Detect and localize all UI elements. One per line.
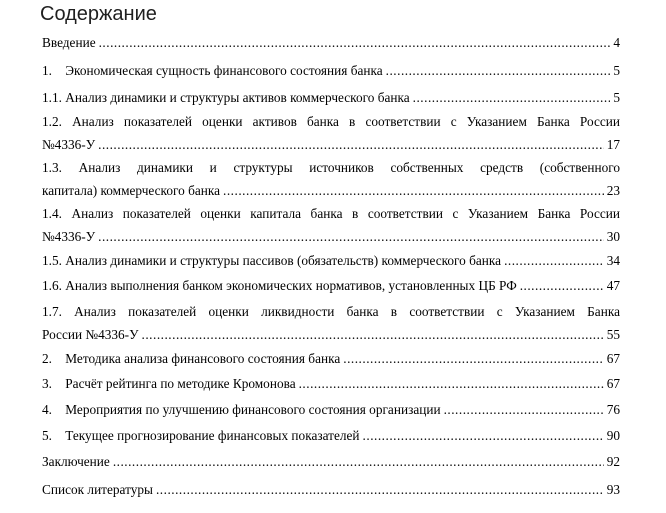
toc-entry-1-7[interactable] <box>42 300 620 346</box>
toc-entry-page: 67 <box>606 376 620 391</box>
toc-entry-page: 90 <box>606 428 620 443</box>
dot-leader <box>299 372 604 395</box>
toc-entry-label: №4336-У <box>42 137 96 152</box>
toc-entry-introduction[interactable] <box>42 31 620 54</box>
toc-entry-1-6[interactable] <box>42 274 620 297</box>
toc-entry-1-1[interactable] <box>42 86 620 109</box>
toc-entry-page: 92 <box>606 454 620 469</box>
dot-leader <box>413 86 611 109</box>
dot-leader <box>520 274 604 297</box>
dot-leader <box>363 424 604 447</box>
toc-entry-conclusion[interactable] <box>42 450 620 473</box>
toc-entry-line1: 1.3. Анализ динамики и структуры источников собственных средств (собственного <box>42 160 620 175</box>
toc-entry-label: капитала) коммерческого банка <box>42 183 221 198</box>
dot-leader <box>113 450 604 473</box>
toc-entry-page: 30 <box>606 229 620 244</box>
toc-entry-references[interactable] <box>42 478 620 501</box>
toc-entry-label: Список литературы <box>42 482 153 497</box>
toc-entry-page: 23 <box>606 183 620 198</box>
toc-title: Содержание <box>40 3 157 25</box>
toc-entry-label: России №4336-У <box>42 327 139 342</box>
toc-entry-page: 17 <box>606 137 620 152</box>
toc-entry-label: 1.5. Анализ динамики и структуры пассивов (обязательств) коммерческого банка <box>42 253 502 268</box>
toc-entry-page: 55 <box>606 327 620 342</box>
dot-leader <box>444 398 604 421</box>
dot-leader <box>98 133 604 156</box>
toc-entry-line1: 1.4. Анализ показателей оценки капитала банка в соответствии с Указанием Банка России <box>42 206 620 221</box>
toc-entry-page: 76 <box>606 402 620 417</box>
toc-entry-chapter-2[interactable] <box>42 347 620 370</box>
toc-entry-chapter-4[interactable] <box>42 398 620 421</box>
toc-entry-1-4[interactable] <box>42 202 620 248</box>
dot-leader <box>156 478 604 501</box>
toc-entry-1-5[interactable] <box>42 249 620 272</box>
toc-entry-page: 93 <box>606 482 620 497</box>
toc-entry-label: Введение <box>42 35 96 50</box>
dot-leader <box>504 249 604 272</box>
toc-entry-page: 47 <box>606 278 620 293</box>
toc-entry-page: 67 <box>606 351 620 366</box>
toc-entry-label: 3. Расчёт рейтинга по методике Кромонова <box>42 376 296 391</box>
toc-entry-line1: 1.7. Анализ показателей оценки ликвидности банка в соответствии с Указанием Банка <box>42 304 620 319</box>
toc-entry-chapter-5[interactable] <box>42 424 620 447</box>
toc-entry-label: 1. Экономическая сущность финансового состояния банка <box>42 63 383 78</box>
toc-entry-chapter-1[interactable] <box>42 59 620 82</box>
dot-leader <box>98 225 604 248</box>
toc-entry-label: 1.6. Анализ выполнения банком экономических нормативов, установленных ЦБ РФ <box>42 278 517 293</box>
toc-entry-1-2[interactable] <box>42 110 620 156</box>
toc-entry-page: 34 <box>606 253 620 268</box>
dot-leader <box>142 323 604 346</box>
toc-entry-page: 5 <box>613 63 620 78</box>
toc-entry-page: 5 <box>613 90 620 105</box>
toc-entry-line1: 1.2. Анализ показателей оценки активов банка в соответствии с Указанием Банка России <box>42 114 620 129</box>
toc-entry-label: 2. Методика анализа финансового состояния банка <box>42 351 341 366</box>
toc-entry-label: 4. Мероприятия по улучшению финансового состояния организации <box>42 402 441 417</box>
dot-leader <box>343 347 603 370</box>
dot-leader <box>99 31 611 54</box>
toc-entry-label: №4336-У <box>42 229 96 244</box>
dot-leader <box>223 179 604 202</box>
toc-entry-label: 1.1. Анализ динамики и структуры активов коммерческого банка <box>42 90 410 105</box>
toc-entry-1-3[interactable] <box>42 156 620 202</box>
toc-entry-label: 5. Текущее прогнозирование финансовых показателей <box>42 428 360 443</box>
dot-leader <box>386 59 611 82</box>
toc-entry-page: 4 <box>613 35 620 50</box>
toc-entry-chapter-3[interactable] <box>42 372 620 395</box>
toc-entry-label: Заключение <box>42 454 110 469</box>
